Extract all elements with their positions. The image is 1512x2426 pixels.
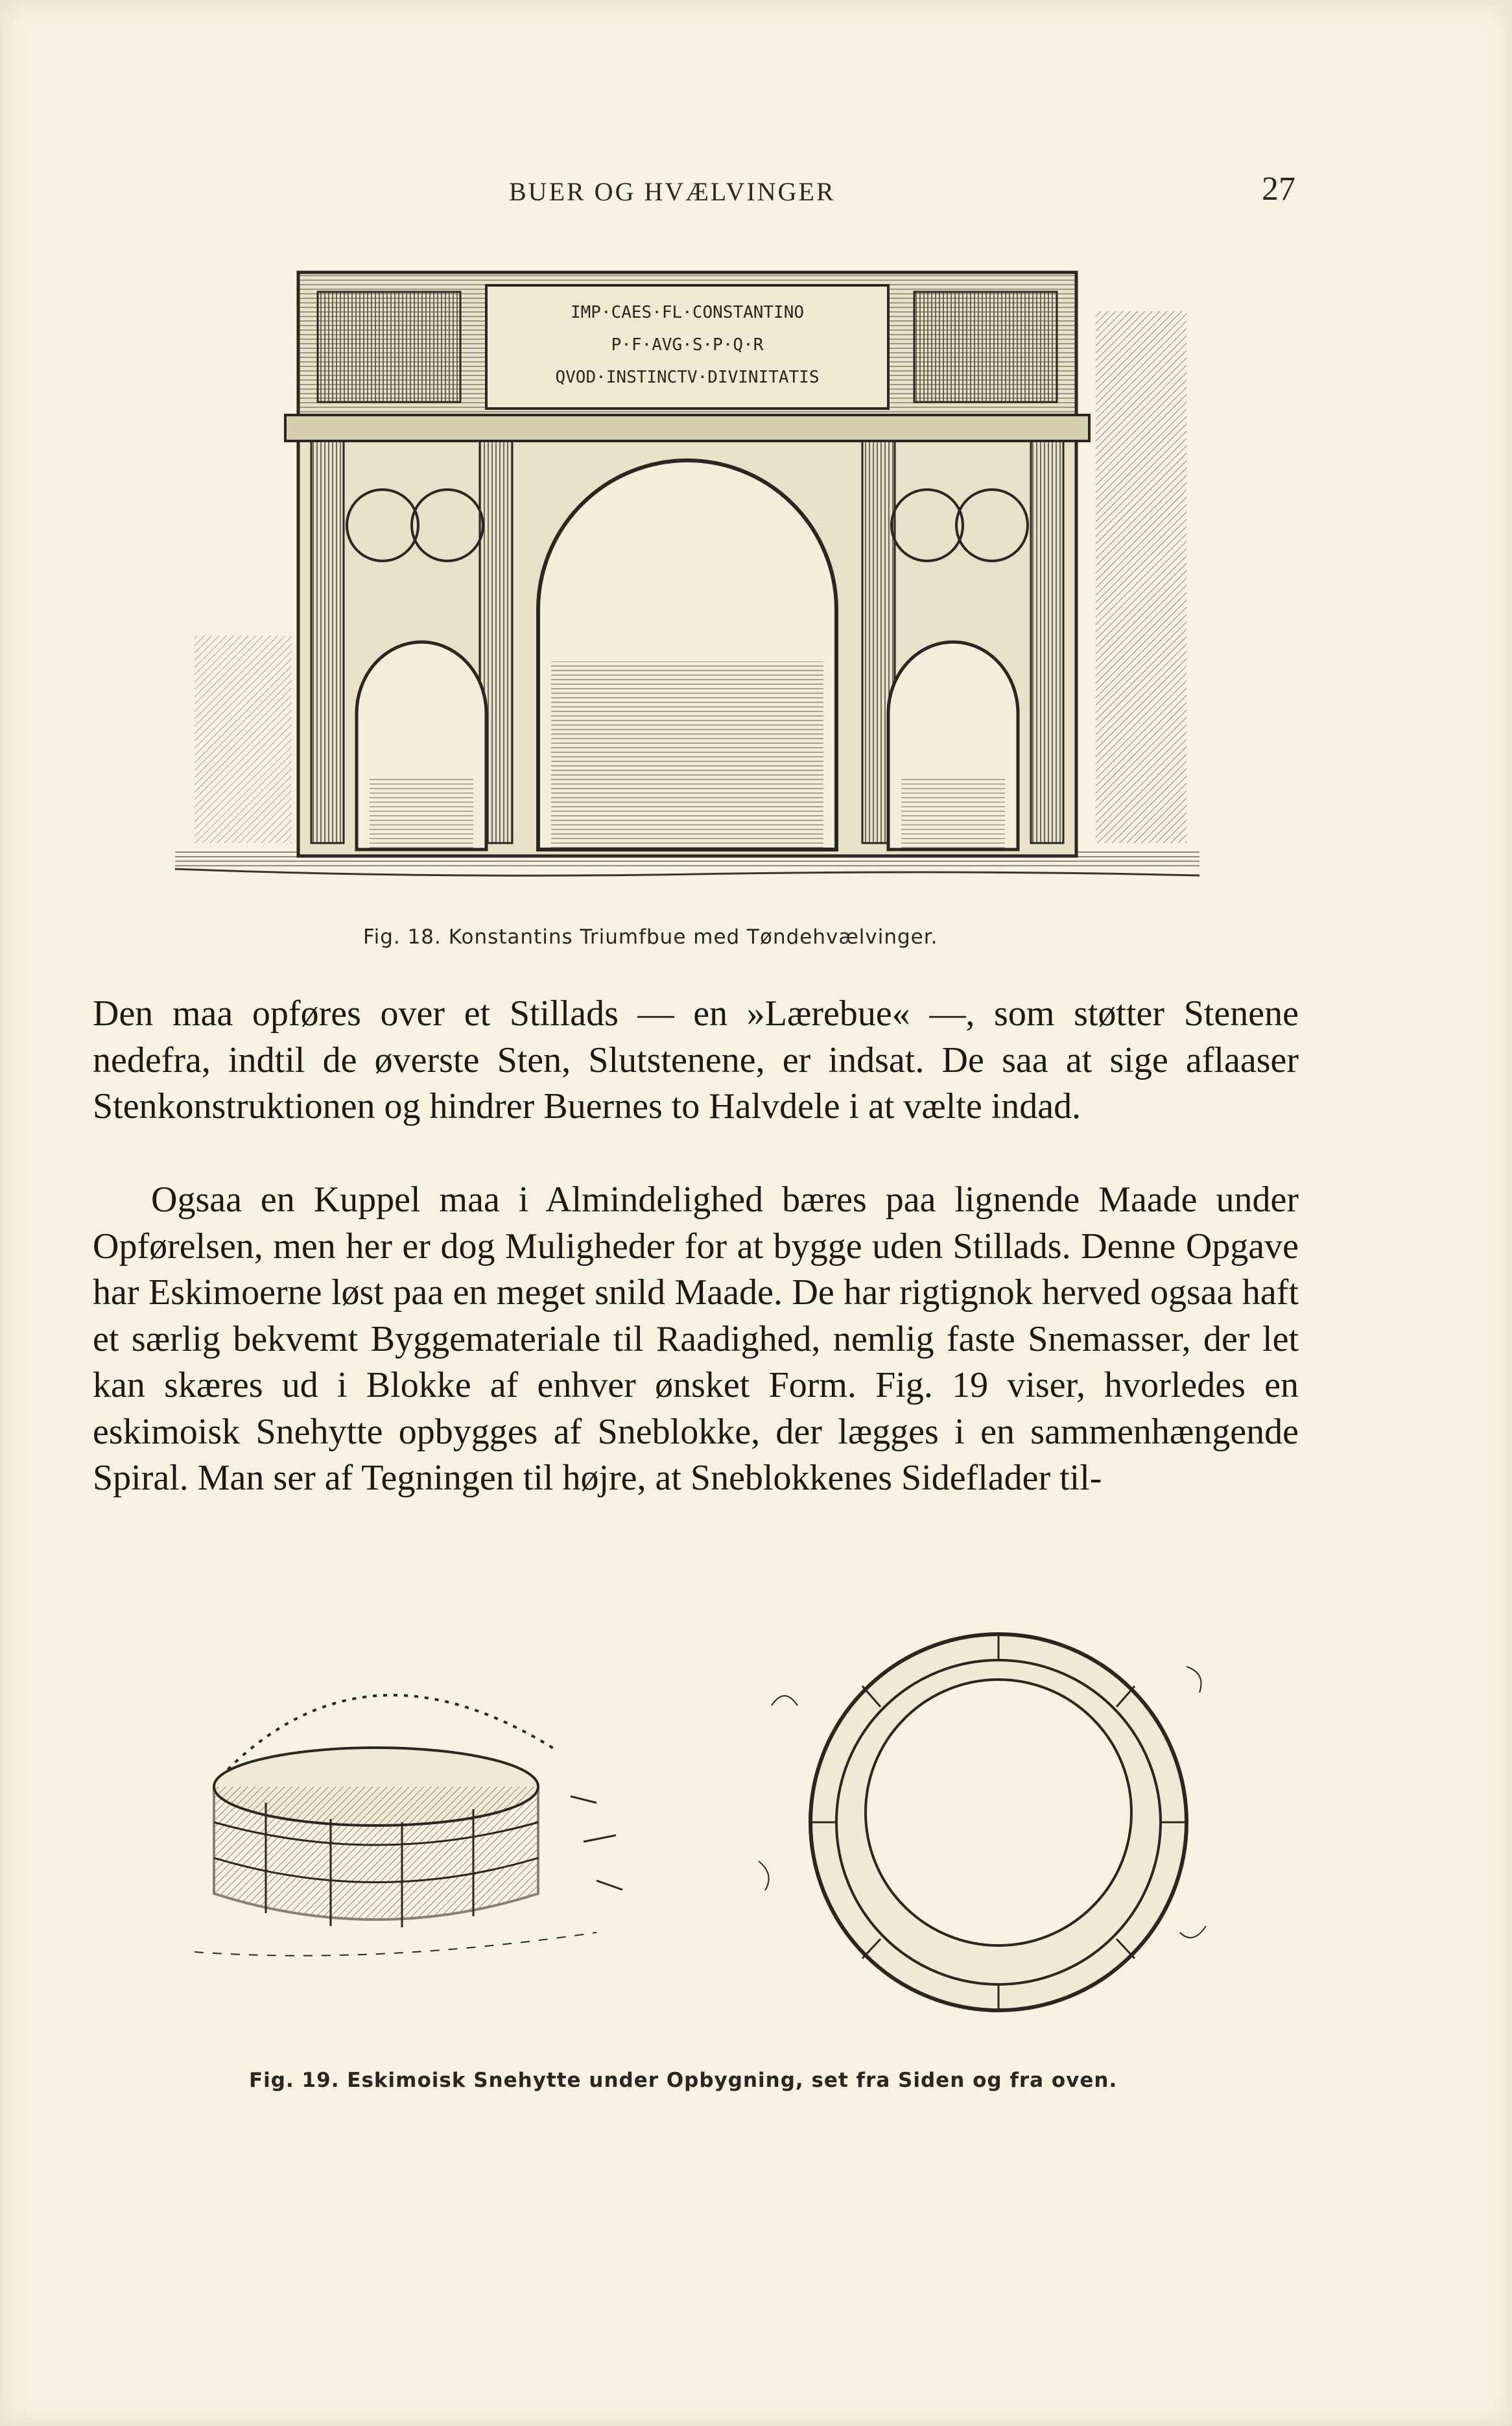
figure-19-caption: Fig. 19. Eskimoisk Snehytte under Opbygning, set fra Siden og fra oven. <box>249 2069 1118 2092</box>
inscription-line: P·F·AVG·S·P·Q·R <box>611 335 764 355</box>
running-head: BUER OG HVÆLVINGER <box>509 177 836 206</box>
inscription-line: QVOD·INSTINCTV·DIVINITATIS <box>555 368 820 387</box>
arch-of-constantine-illustration <box>175 246 1199 921</box>
paragraph-2: Ogsaa en Kuppel maa i Almindelighed bæres paa lignende Maade under Opførelsen, men her er dog Muligheder for at bygge uden Stillads. Denne Opgave har Eskimoerne løst paa en meget snild Maade. De har rigtignok herved ogsaa haft et særlig bekvemt Byggemateriale til Raadighed, nemlig faste Snemasser, der let kan skæres ud i Blokke af enhver ønsket Form. Fig. 19 viser, hvorledes en eskimoisk Snehytte opbygges af Sneblokke, der lægges i en sammenhængende Spiral. Man ser af Tegningen til højre, at Sneblokkenes Sideflader til- <box>93 1180 1299 1498</box>
figure-18-caption: Fig. 18. Konstantins Triumfbue med Tøndehvælvinger. <box>363 925 938 949</box>
paragraph-1: Den maa opføres over et Stillads — en »Lærebue« —, som støtter Stenene nedefra, indtil de øverste Sten, Slutstenene, er indsat. De saa at sige aflaaser Stenkonstruktionen og hindrer Buernes to Halvdele i at vælte indad. <box>93 993 1299 1126</box>
inscription-line: IMP·CAES·FL·CONSTANTINO <box>570 303 805 322</box>
page-number: 27 <box>1262 171 1295 208</box>
igloo-top-view-illustration <box>733 1589 1238 2043</box>
igloo-side-view-illustration <box>182 1647 713 1984</box>
